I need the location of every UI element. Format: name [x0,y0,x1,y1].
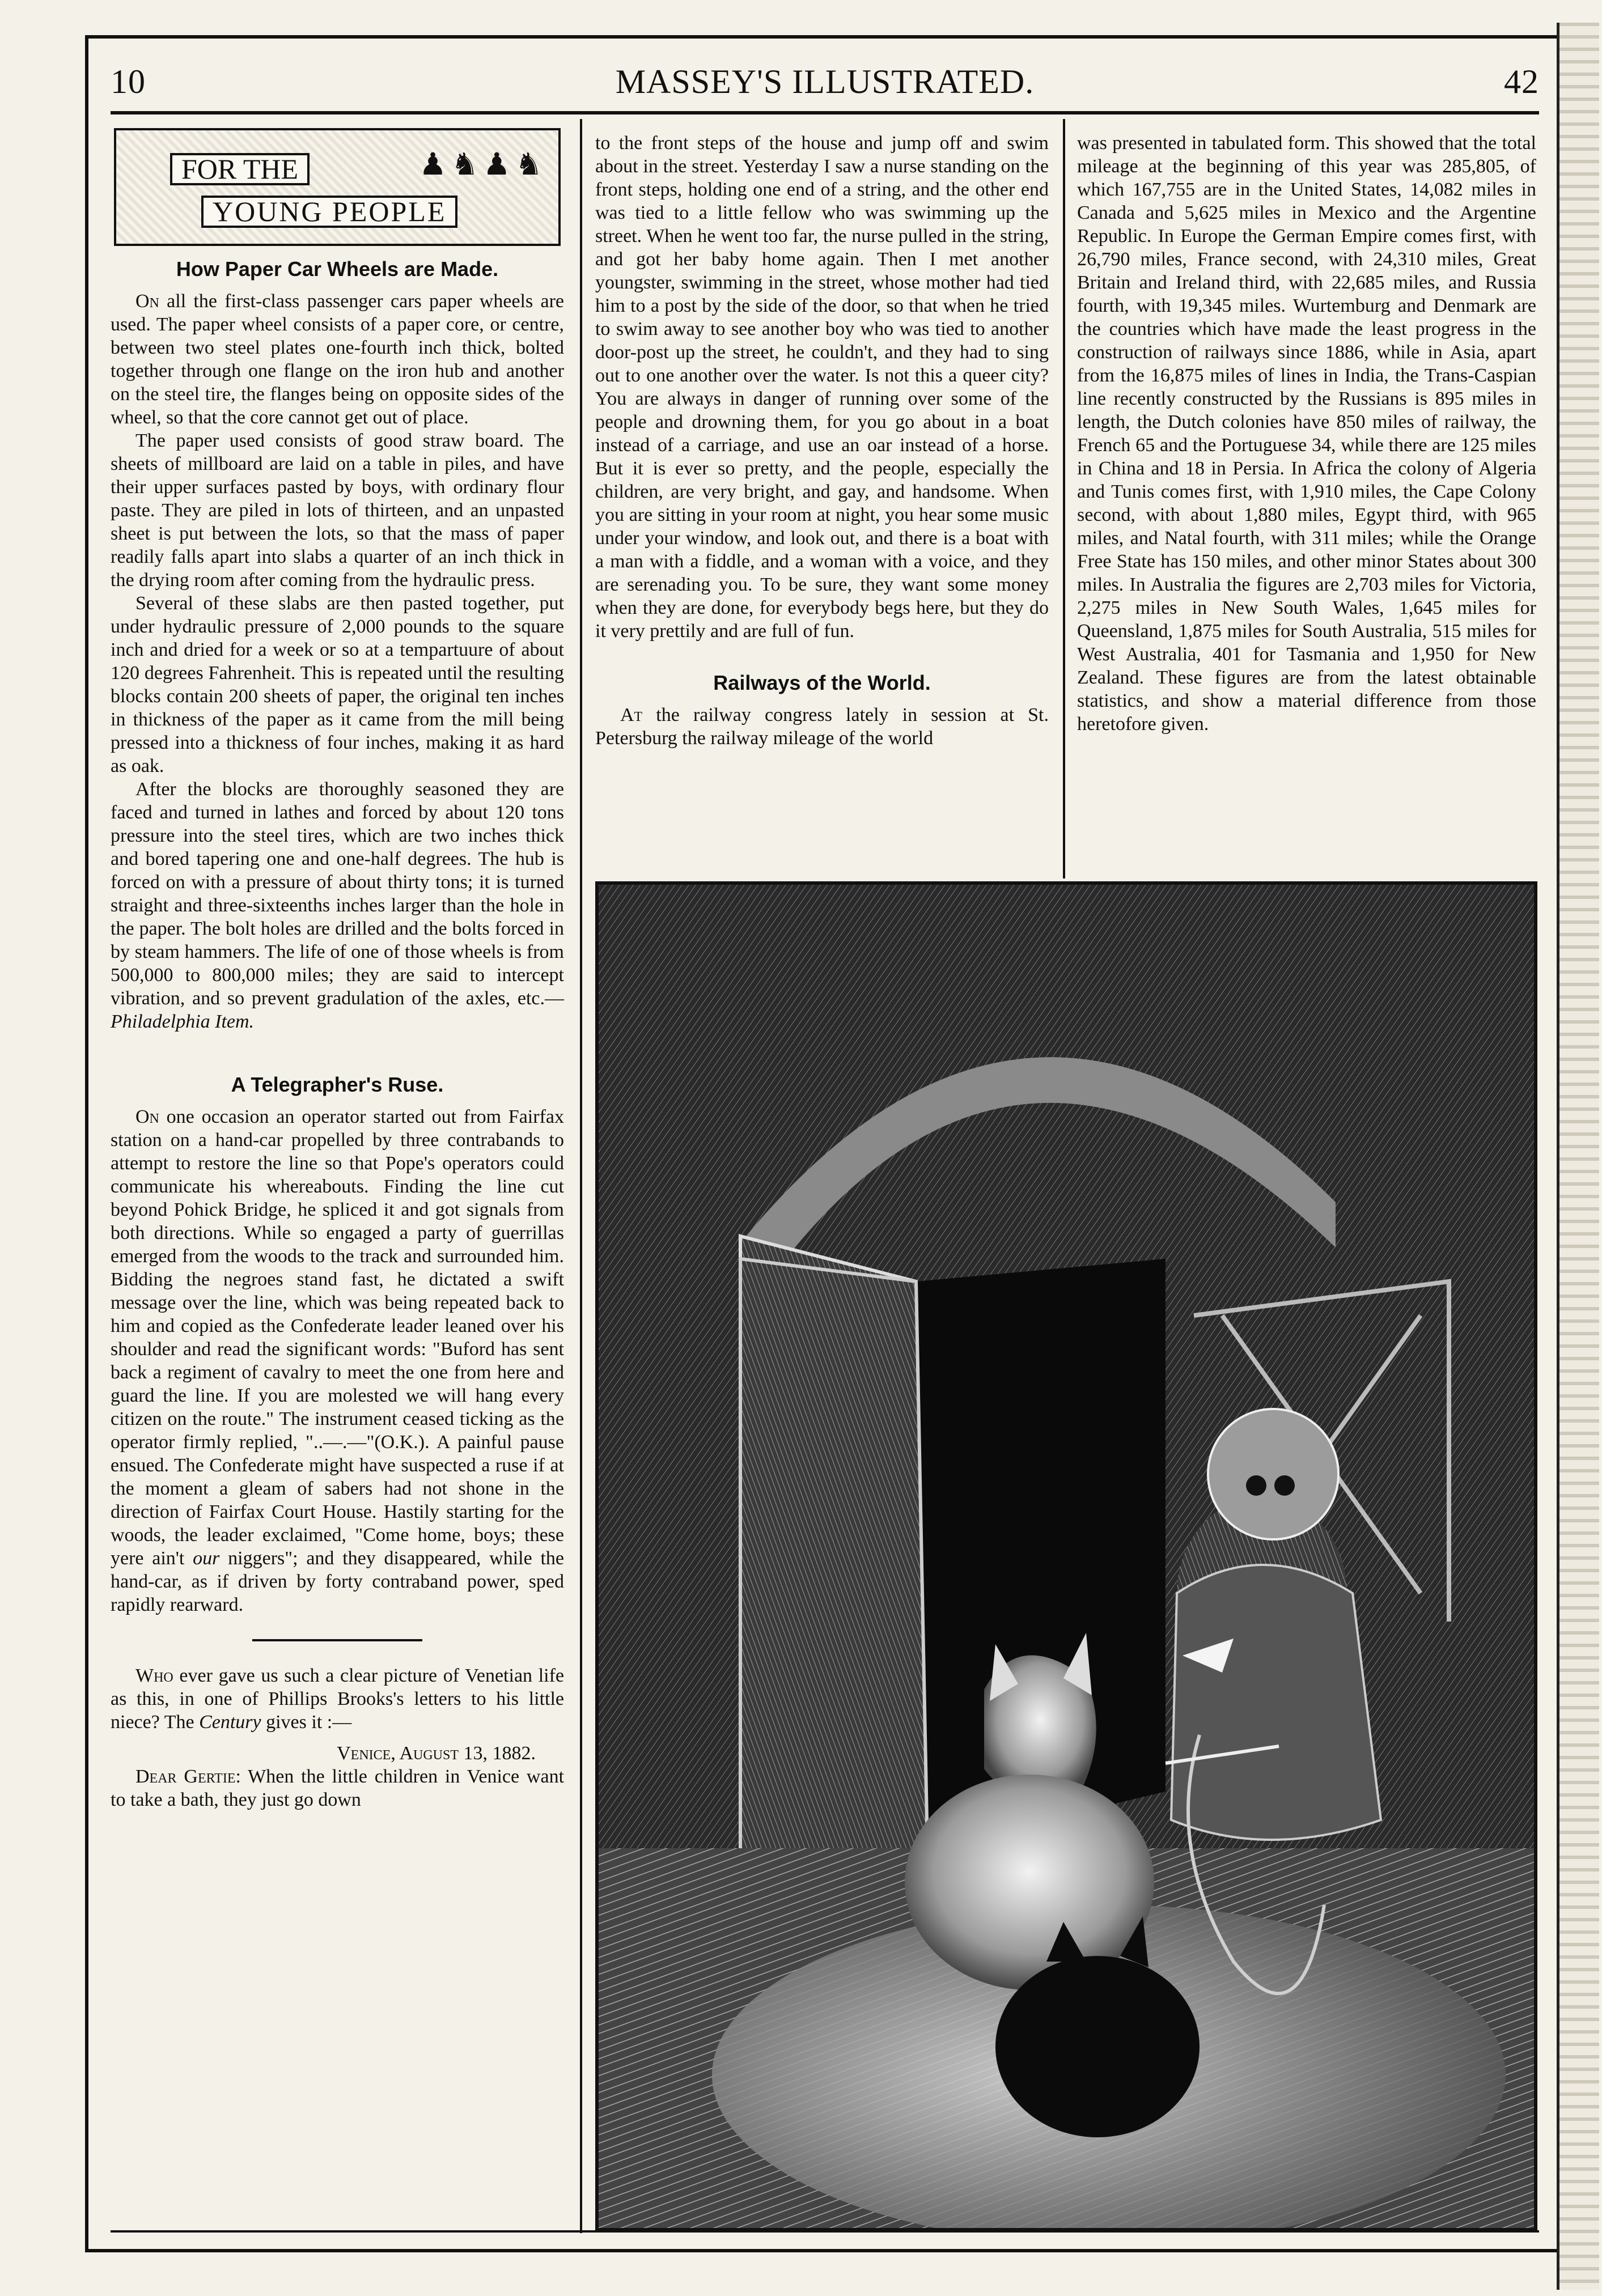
railways-paragraph-continued: was presented in tabulated form. This showed that the total mileage at the beginning of this year was 285,805, of which 167,755 are in the United States, 14,082 miles in Canada and 5,625 miles in Mexico and the Argentine Republic. In Europe the German Empire comes first, with 26,790 miles, France second, with 24,310 miles, Great Britain and Ireland third, with 22,685 miles, and Russia fourth, with 19,345 miles. Wurtemburg and Denmark are the countries which have made the least progress in the construction of railways since 1886, while in Asia, apart from the 16,875 miles of lines in India, the Trans-Caspian line recently constructed by the Russians is 895 miles in length, the Dutch colonies have 850 miles of railway, the French 65 and the Portuguese 34, while there are 125 miles in China and 18 in Persia. In Africa the colony of Algeria and Tunis comes first, with 1,910 miles, the Cape Colony second, with about 1,880 miles, Egypt third, with 965 miles, and Natal fourth, with 311 miles; while the Orange Free State has 150 miles, and other minor States about 300 miles. In Australia the figures are 2,703 miles for Victoria, 2,275 miles in New South Wales, 1,645 miles for Queensland, 1,875 miles for South Australia, 515 miles for West Australia, 401 for Tasmania and 1,950 for New Zealand. These figures are from the latest obtainable statistics, and show a material difference from those heretofore given. [1077,133,1536,735]
page-number-right: 42 [1504,63,1539,100]
venice-letter-continued: to the front steps of the house and jump off and swim about in the street. Yesterday I saw a nurse standing on the front steps, holding one end of a string, and the other end was tied to a little fellow who was swimming up the street. When he went too far, the nurse pulled in the string, and got her baby home again. Then I met another youngster, swimming in the street, whose mother had tied him to a post by the side of the door, so that when he tried to swim away to see another boy who was tied to another door-post up the street, he couldn't, and they had to sing out to one another over the water. Is not this a queer city? You are always in danger of running over some of the people and drowning them, for you go about in a boat instead of a carriage, and use an oar instead of a horse. But it is ever so pretty, and the people, especially the children, are very bright, and gay, and handsome. When you are sitting in your room at night, you hear some music under your window, and look out, and there is a boat with a man with a fiddle, and a woman with a voice, and they are serenading you. To be sure, they want some money when they are done, for everybody begs here, but they do it very prettily and are full of fun. [595,133,1049,642]
heading-paper-wheels: How Paper Car Wheels are Made. [176,257,499,281]
heading-telegrapher: A Telegrapher's Ruse. [231,1073,444,1096]
paper-paragraph-3: Several of these slabs are then pasted together, put under hydraulic pressure of 2,000 pounds to the square inch and dried for a week or so at a tempartuure of about 120 degrees Fahrenheit. This is repeated until the resulting blocks contain 200 sheets of paper, the original ten inches in thickness of the paper as it came from the mill being pressed into a thickness of four inches, making it as hard as oak. [111,593,564,776]
telegrapher-paragraph: On one occasion an operator started out from Fairfax station on a hand-car propelled by three contrabands to attempt to restore the line so that Pope's operators could communicate his whereabouts. Finding the line cut beyond Pohick Bridge, he spliced it and got signals from both directions. While so engaged a party of guerrillas emerged from the woods to the track and surrounded him. Bidding the negroes stand fast, he dictated a swift message over the line, which was being repeated back to him and copied as the Confederate leader leaned over his shoulder and read the significant words: "Buford has sent back a regiment of cavalry to meet the one from here and guard the line. If you are molested we will hang every citizen on the route." The instrument ceased ticking as the operator firmly replied, "..—.—"(O.K.). A painful pause ensued. The Confederate might have suspected a ruse if at the moment a gleam of sabers had not shone in the direction of Fairfax Court House. Hastily starting for the woods, the leader exclaimed, "Come home, boys; these yere ain't our niggers"; and they disappeared, while the hand-car, as if driven by forty contraband power, sped rapidly rearward. [111,1106,564,1615]
young-people-banner [114,128,561,246]
page-number-left: 10 [111,63,146,100]
column-3 [1077,131,1536,736]
header-rule [111,111,1539,114]
dancing-figures-icon: ♟♞♟♞ [419,147,547,181]
column-divider-1 [580,119,582,2233]
venice-intro: Who ever gave us such a clear picture of Venetian life as this, in one of Phillips Brooks's letters to his little niece? The Century gives it :— [111,1665,564,1733]
railways-paragraph-start: At the railway congress lately in session at St. Petersburg the railway mileage of the world [595,704,1049,749]
column-divider-2 [1063,119,1065,878]
engraving-cats-and-monkey [595,881,1537,2231]
masthead-title: MASSEY'S ILLUSTRATED. [615,63,1035,100]
column-2 [595,131,1049,750]
heading-railways: Railways of the World. [713,671,931,694]
paper-paragraph-4: After the blocks are thoroughly seasoned they are faced and turned in lathes and forced by about 120 tons pressure into the steel tires, which are two inches thick and bored tapering one and one-half degrees. The hub is forced on with a pressure of about thirty tons; it is turned straight and three-sixteenths inches larger than the hole in the paper. The bolt holes are drilled and the bolts forced in by steam hammers. The life of one of those wheels is from 500,000 to 800,000 miles; they are said to intercept vibration, and so prevent gradulation of the axles, etc.—Philadelphia Item. [111,779,564,1032]
venice-letter-start: Dear Gertie: When the little children in Venice want to take a bath, they just go down [111,1766,565,1810]
engraving-illustration [599,885,1534,2228]
bottom-rule [111,2230,1539,2233]
adjacent-page-edge [1557,23,1599,2290]
paper-paragraph-1: On all the first-class passenger cars paper wheels are used. The paper wheel consists of a paper core, or centre, between two steel plates one-fourth inch thick, bolted together through one flange on the iron hub and another on the steel tire, the flanges being on opposite sides of the wheel, so that the core cannot get out of place. [111,291,564,428]
venice-dateline: Venice, August 13, 1882. [337,1743,536,1764]
paper-paragraph-2: The paper used consists of good straw board. The sheets of millboard are laid on a table in piles, and have their upper surfaces pasted by boys, with ordinary flour paste. They are piled in lots of thirteen, and an unpasted sheet is put between the lots, so that the mass of paper readily falls apart into slabs a quarter of an inch thick in the drying room after coming from the hydraulic press. [111,430,564,591]
banner-line-2: YOUNG PEOPLE [201,196,457,228]
paper-source: Philadelphia Item. [111,1011,255,1032]
page-header [111,57,1539,108]
section-rule [252,1639,422,1641]
banner-line-1: FOR THE [170,153,310,185]
column-1 [111,125,564,1811]
